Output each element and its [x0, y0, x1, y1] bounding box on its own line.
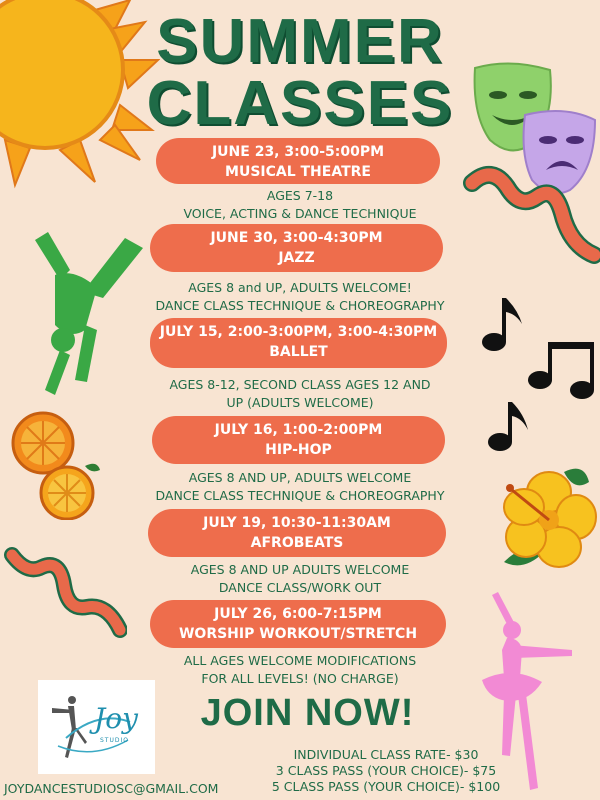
squiggle-decoration-left — [2, 545, 127, 645]
hibiscus-flower-icon — [494, 462, 600, 580]
class-pill-5 — [148, 509, 446, 557]
class-date-time: JUNE 23, 3:00-5:00PM — [211, 144, 385, 160]
class-name: BALLET — [269, 344, 328, 360]
class-ages: AGES 8-12, SECOND CLASS AGES 12 AND — [169, 377, 431, 392]
class-pill-3 — [150, 318, 447, 368]
contact-email[interactable]: JOYDANCESTUDIOSC@GMAIL.COM — [4, 781, 219, 796]
pricing-list — [246, 747, 526, 795]
logo-sub: STUDIO — [100, 737, 129, 744]
title-summer: SUMMER — [156, 7, 444, 76]
class-details: VOICE, ACTING & DANCE TECHNIQUE — [183, 206, 417, 221]
class-pill-2 — [150, 224, 443, 272]
class-ages: AGES 8 and UP, ADULTS WELCOME! — [188, 280, 412, 295]
join-now-heading: JOIN NOW! — [200, 692, 415, 734]
class-description-3 — [140, 376, 460, 412]
class-details: DANCE CLASS/WORK OUT — [218, 580, 382, 595]
class-description-6 — [150, 652, 450, 688]
class-date-time: JULY 15, 2:00-3:00PM, 3:00-4:30PM — [159, 324, 438, 340]
class-ages: AGES 8 AND UP, ADULTS WELCOME — [188, 470, 412, 485]
class-name: HIP-HOP — [265, 442, 332, 458]
class-description-5 — [150, 561, 450, 597]
class-details: DANCE CLASS TECHNIQUE & CHOREOGRAPHY — [155, 488, 445, 503]
class-details: FOR ALL LEVELS! (NO CHARGE) — [201, 671, 399, 686]
class-date-time: JULY 19, 10:30-11:30AM — [203, 515, 391, 531]
class-name: JAZZ — [278, 250, 315, 266]
class-name: AFROBEATS — [250, 535, 344, 551]
class-ages: AGES 8 AND UP ADULTS WELCOME — [190, 562, 410, 577]
class-pill-6 — [150, 600, 446, 648]
class-date-time: JULY 26, 6:00-7:15PM — [214, 606, 382, 622]
rate-5-class: 5 CLASS PASS (YOUR CHOICE)- $100 — [271, 779, 501, 794]
class-pill-4 — [152, 416, 445, 464]
logo-text: Joy — [94, 702, 138, 735]
class-date-time: JUNE 30, 3:00-4:30PM — [210, 230, 383, 246]
rate-3-class: 3 CLASS PASS (YOUR CHOICE)- $75 — [275, 763, 497, 778]
class-name: WORSHIP WORKOUT/STRETCH — [178, 626, 418, 642]
class-name: MUSICAL THEATRE — [225, 164, 371, 180]
squiggle-decoration — [462, 165, 600, 275]
class-description-4 — [120, 469, 480, 505]
class-details: UP (ADULTS WELCOME) — [226, 395, 374, 410]
class-description-1 — [150, 187, 450, 223]
class-ages: ALL AGES WELCOME MODIFICATIONS — [183, 653, 417, 668]
rate-individual: INDIVIDUAL CLASS RATE- $30 — [293, 747, 479, 762]
music-notes-icon — [478, 290, 600, 462]
class-pill-1 — [156, 138, 440, 184]
title-classes: CLASSES — [146, 69, 454, 138]
sun-icon — [0, 0, 160, 190]
class-date-time: JULY 16, 1:00-2:00PM — [214, 422, 383, 438]
orange-slices-icon — [5, 408, 105, 520]
class-description-2 — [120, 279, 480, 315]
class-ages: AGES 7-18 — [266, 188, 334, 203]
class-details: DANCE CLASS TECHNIQUE & CHOREOGRAPHY — [155, 298, 445, 313]
